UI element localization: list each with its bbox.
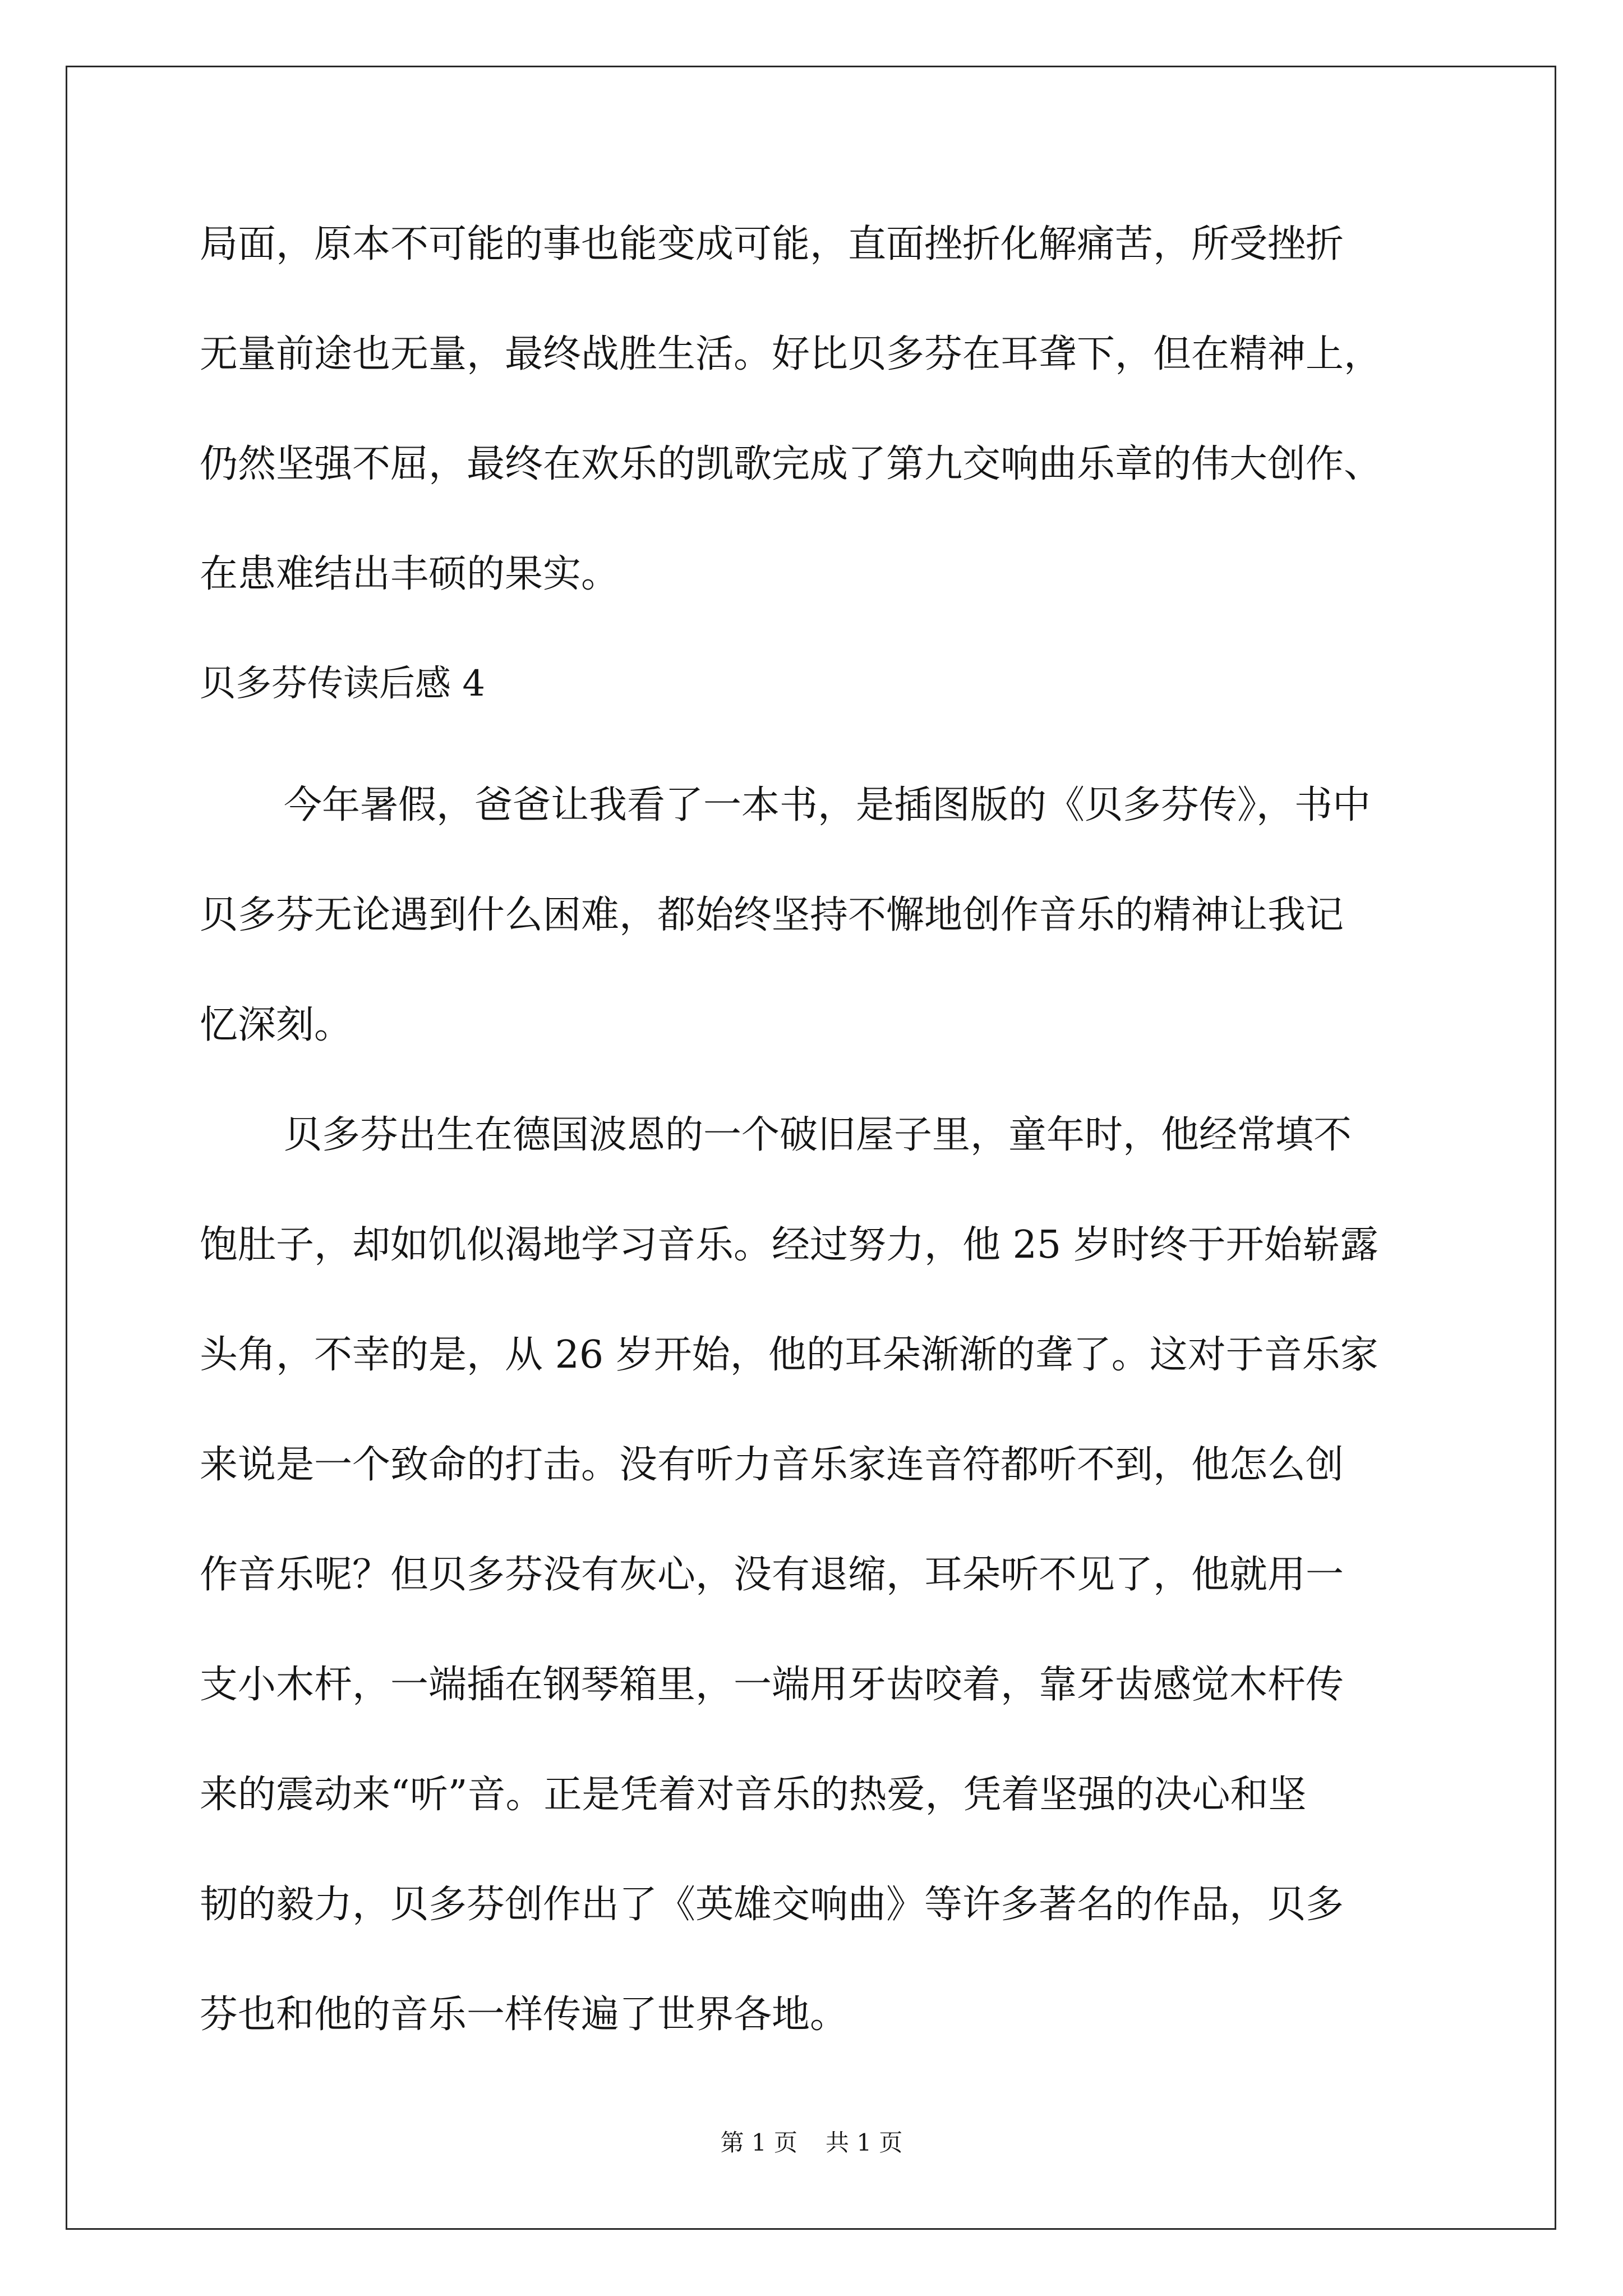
body-line: 作音乐呢？但贝多芬没有灰心，没有退缩，耳朵听不见了，他就用一	[200, 1553, 1344, 1597]
body-line: 无量前途也无量，最终战胜生活。好比贝多芬在耳聋下，但在精神上，	[200, 332, 1382, 376]
body-line: 韧的毅力，贝多芬创作出了《英雄交响曲》等许多著名的作品，贝多	[200, 1883, 1344, 1927]
body-line: 芬也和他的音乐一样传遍了世界各地。	[200, 1993, 849, 2037]
page-footer	[0, 2126, 1623, 2160]
body-line: 忆深刻。	[200, 1003, 353, 1047]
body-line: 来说是一个致命的打击。没有听力音乐家连音符都听不到，他怎么创	[200, 1443, 1344, 1487]
body-line: 局面，原本不可能的事也能变成可能，直面挫折化解痛苦，所受挫折	[200, 222, 1344, 266]
body-line: 来的震动来“听”音。正是凭着对音乐的热爱，凭着坚强的决心和坚	[200, 1773, 1307, 1817]
body-line: 在患难结出丰硕的果实。	[200, 552, 620, 596]
section-title: 贝多芬传读后感 4	[200, 663, 486, 705]
body-line: 今年暑假，爸爸让我看了一本书，是插图版的《贝多芬传》，书中	[284, 783, 1371, 827]
body-line: 贝多芬无论遇到什么困难，都始终坚持不懈地创作音乐的精神让我记	[200, 893, 1344, 937]
page-number-current: 第 1 页	[720, 2129, 797, 2156]
body-line: 贝多芬出生在德国波恩的一个破旧屋子里，童年时，他经常填不	[284, 1113, 1352, 1157]
document-body	[200, 202, 1450, 2082]
body-line: 支小木杆，一端插在钢琴箱里，一端用牙齿咬着，靠牙齿感觉木杆传	[200, 1663, 1344, 1707]
body-line: 仍然坚强不屈，最终在欢乐的凯歌完成了第九交响曲乐章的伟大创作、	[200, 442, 1382, 486]
page-number-total: 共 1 页	[826, 2129, 903, 2156]
body-line: 饱肚子，却如饥似渴地学习音乐。经过努力，他 25 岁时终于开始崭露	[200, 1223, 1378, 1267]
body-line: 头角，不幸的是，从 26 岁开始，他的耳朵渐渐的聋了。这对于音乐家	[200, 1333, 1378, 1377]
